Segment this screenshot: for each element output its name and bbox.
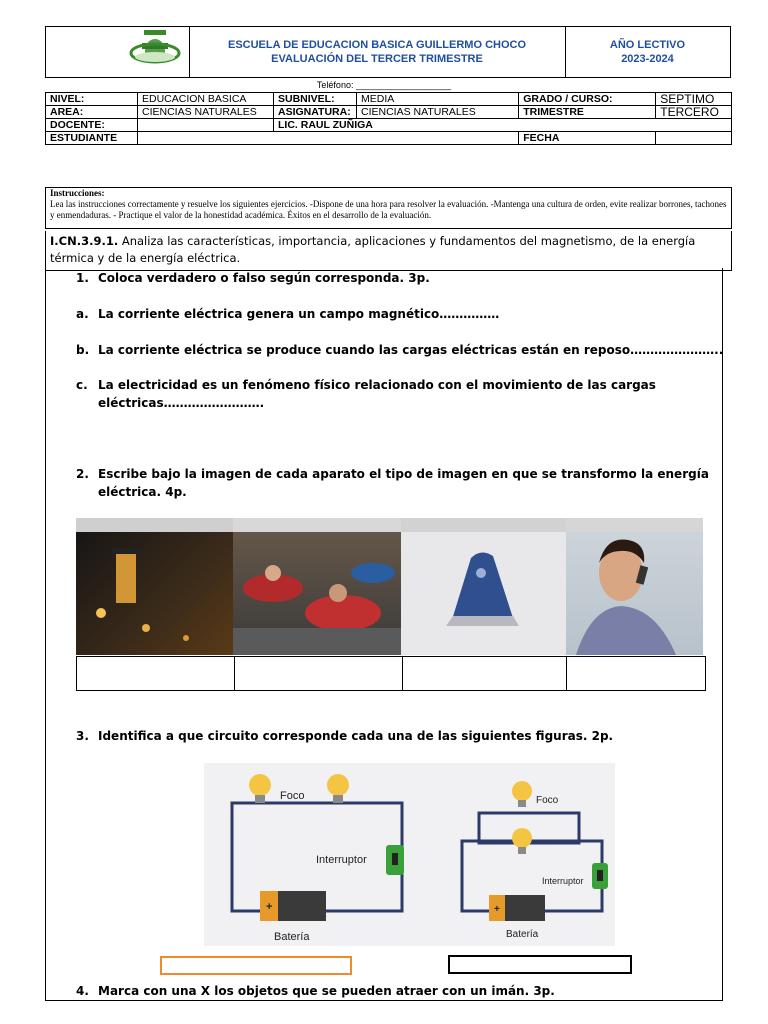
answer-box-3[interactable] bbox=[402, 657, 567, 690]
bumper-cars-icon bbox=[233, 518, 401, 655]
instructions-title: Instrucciones: bbox=[50, 188, 105, 198]
person-phone-icon bbox=[566, 518, 703, 655]
trimestre-label: TRIMESTRE bbox=[519, 106, 656, 119]
q1a-text[interactable]: La corriente eléctrica genera un campo magnético…………… bbox=[98, 307, 500, 321]
info-table bbox=[45, 92, 732, 145]
nivel-value: EDUCACION BASICA bbox=[138, 93, 274, 106]
school-seal-icon bbox=[46, 27, 189, 77]
indicator-box bbox=[45, 231, 732, 271]
q2-number: 2. bbox=[76, 467, 89, 481]
grado-label: GRADO / CURSO: bbox=[519, 93, 656, 106]
appliance-images bbox=[76, 518, 703, 655]
school-name: ESCUELA DE EDUCACION BASICA GUILLERMO CHOCO bbox=[227, 39, 527, 51]
answer-box-4[interactable] bbox=[567, 657, 705, 690]
iron-photo bbox=[401, 518, 566, 655]
bulb-2-icon bbox=[327, 774, 349, 796]
docente-value: LIC. RAUL ZUÑIGA bbox=[274, 119, 732, 132]
q1b-text[interactable]: La corriente eléctrica se produce cuando las cargas eléctricas están en reposo………………….. bbox=[98, 343, 724, 357]
phone-line: Teléfono: ___________________ bbox=[316, 80, 452, 90]
bulb-1-icon bbox=[249, 774, 271, 796]
area-value: CIENCIAS NATURALES bbox=[138, 106, 274, 119]
year-label: AÑO LECTIVO bbox=[609, 39, 686, 51]
lamp-icon bbox=[76, 518, 233, 655]
school-year bbox=[565, 27, 730, 77]
year-value: 2023-2024 bbox=[621, 53, 674, 65]
svg-text:+: + bbox=[494, 904, 500, 915]
q1b-number: b. bbox=[76, 343, 90, 357]
estudiante-label: ESTUDIANTE bbox=[46, 132, 138, 145]
fecha-field[interactable] bbox=[656, 132, 732, 145]
q3-number: 3. bbox=[76, 729, 89, 743]
asignatura-value: CIENCIAS NATURALES bbox=[357, 106, 519, 119]
evaluation-title: EVALUACIÓN DEL TERCER TRIMESTRE bbox=[271, 53, 483, 65]
asignatura-label: ASIGNATURA: bbox=[274, 106, 357, 119]
interruptor-label-1: Interruptor bbox=[316, 854, 367, 866]
trimestre-value: TERCERO bbox=[656, 106, 732, 119]
bateria-label-1: Batería bbox=[274, 931, 310, 943]
area-label: AREA: bbox=[46, 106, 138, 119]
subnivel-label: SUBNIVEL: bbox=[274, 93, 357, 106]
answer-boxes bbox=[76, 656, 706, 691]
q1c-text-2[interactable]: eléctricas……………………. bbox=[98, 396, 265, 410]
q2-text-2: eléctrica. 4p. bbox=[98, 485, 187, 499]
document-header bbox=[45, 26, 731, 78]
q1-number: 1. bbox=[76, 271, 89, 285]
answer-box-1[interactable] bbox=[77, 657, 235, 690]
q4-text: Marca con una X los objetos que se pueden atraer con un imán. 3p. bbox=[98, 984, 555, 998]
q1-text: Coloca verdadero o falso según corresponda. 3p. bbox=[98, 271, 430, 285]
circuits-image bbox=[204, 763, 615, 946]
q1a-number: a. bbox=[76, 307, 89, 321]
q2-text: Escribe bajo la imagen de cada aparato el tipo de imagen en que se transformo la energía bbox=[98, 467, 709, 481]
grado-value: SEPTIMO bbox=[656, 93, 732, 106]
circuit-diagrams bbox=[204, 763, 615, 946]
foco-label-2: Foco bbox=[536, 795, 559, 806]
school-title bbox=[189, 27, 566, 77]
phone-man-photo bbox=[566, 518, 703, 655]
lamp-photo bbox=[76, 518, 233, 655]
circuit-answer-box-1[interactable] bbox=[160, 956, 352, 975]
bumper-cars-photo bbox=[233, 518, 401, 655]
indicator-code: I.CN.3.9.1. bbox=[50, 234, 119, 248]
docente-spacer bbox=[138, 119, 274, 132]
estudiante-field[interactable] bbox=[138, 132, 519, 145]
instructions-text: Lea las instrucciones correctamente y resuelve los siguientes ejercicios. -Dispone de una hora para resolver la evaluación. -Mantenga una cultura de orden, evite realizar borrones, tachones y enmendaduras. - Practique el valor de la honestidad académica. Éxitos en el desarrollo de la evaluación. bbox=[50, 199, 727, 220]
indicator-text: Analiza las características, importancia, aplicaciones y fundamentos del magnetismo, de la energía térmica y de la energía eléctrica. bbox=[50, 234, 696, 265]
q1c-number: c. bbox=[76, 378, 88, 392]
fecha-label: FECHA bbox=[519, 132, 656, 145]
iron-icon bbox=[401, 518, 566, 655]
svg-text:+: + bbox=[266, 901, 273, 913]
docente-label: DOCENTE: bbox=[46, 119, 138, 132]
q4-number: 4. bbox=[76, 984, 89, 998]
q1c-text[interactable]: La electricidad es un fenómeno físico relacionado con el movimiento de las cargas bbox=[98, 378, 656, 392]
foco-label-1: Foco bbox=[280, 790, 305, 802]
bulb-3-icon bbox=[512, 781, 532, 801]
subnivel-value: MEDIA bbox=[357, 93, 519, 106]
nivel-label: NIVEL: bbox=[46, 93, 138, 106]
school-logo bbox=[46, 27, 190, 77]
instructions-box bbox=[45, 187, 732, 229]
bateria-label-2: Batería bbox=[506, 929, 539, 940]
bulb-4-icon bbox=[512, 828, 532, 848]
q3-text: Identifica a que circuito corresponde cada una de las siguientes figuras. 2p. bbox=[98, 729, 614, 743]
answer-box-2[interactable] bbox=[234, 657, 403, 690]
circuit-answer-box-2[interactable] bbox=[448, 955, 632, 974]
interruptor-label-2: Interruptor bbox=[542, 876, 584, 886]
